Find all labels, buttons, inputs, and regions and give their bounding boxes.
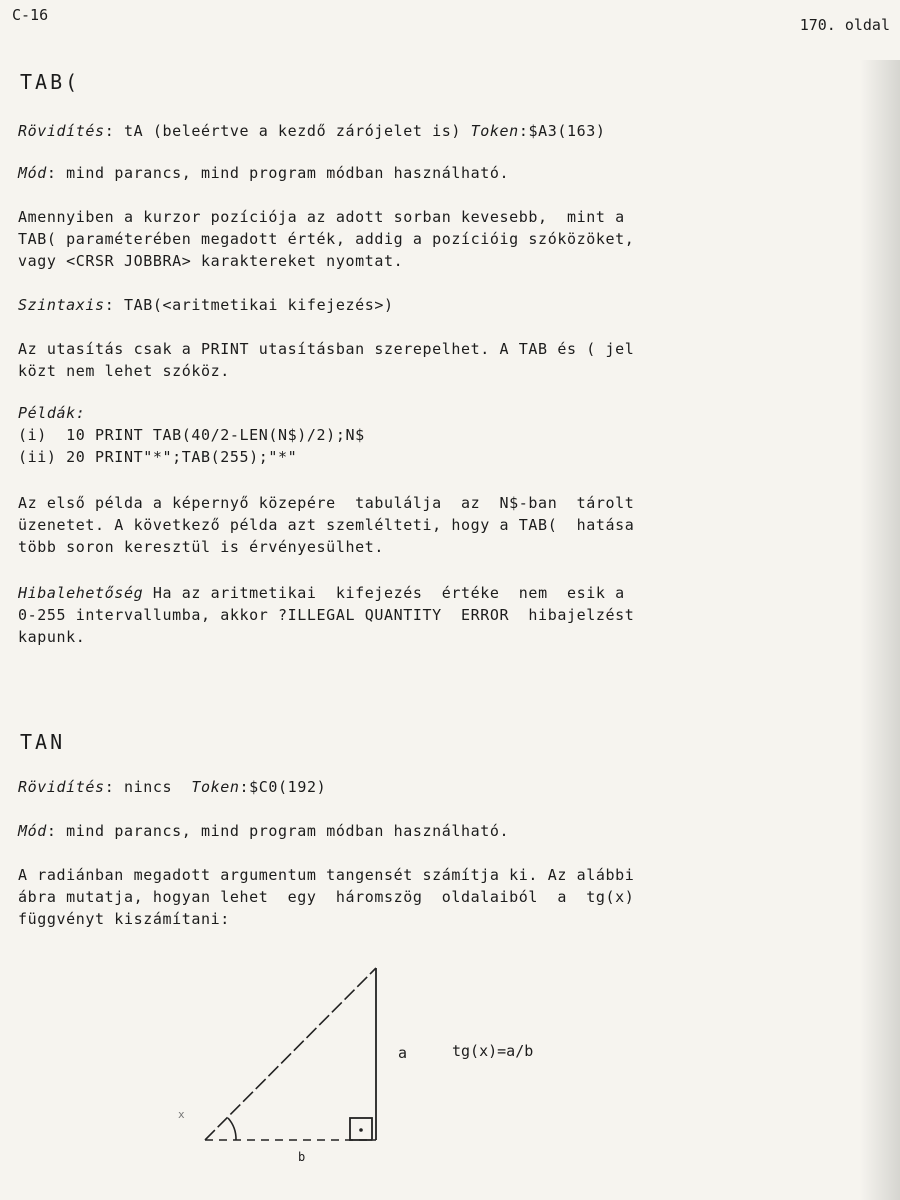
tab-error-3: kapunk. bbox=[18, 628, 86, 646]
tan-abbrev-line bbox=[18, 778, 326, 796]
token-label: Token bbox=[470, 122, 519, 140]
tan-token-value: :$C0(192) bbox=[239, 778, 327, 796]
tangent-formula: tg(x)=a/b bbox=[452, 1042, 534, 1060]
tan-desc-3: függvényt kiszámítani: bbox=[18, 910, 230, 928]
examples-label: Példák: bbox=[18, 404, 86, 422]
page-number: 170. oldal bbox=[799, 16, 890, 34]
tab-explain-2: üzenetet. A következő példa azt szemlélteti, hogy a TAB( hatása bbox=[18, 516, 635, 534]
abbrev-label: Rövidítés bbox=[18, 122, 105, 140]
tab-abbrev-line bbox=[18, 122, 606, 140]
tan-desc-2: ábra mutatja, hogyan lehet egy háromszög oldalaiból a tg(x) bbox=[18, 888, 635, 906]
page-code: C-16 bbox=[12, 6, 49, 24]
tab-note-1: Az utasítás csak a PRINT utasításban szerepelhet. A TAB és ( jel bbox=[18, 340, 635, 358]
tan-mode-label: Mód bbox=[18, 822, 47, 840]
tan-desc-1: A radiánban megadott argumentum tangensét számítja ki. Az alábbi bbox=[18, 866, 635, 884]
tab-heading: TAB( bbox=[20, 70, 81, 94]
triangle-figure bbox=[150, 960, 390, 1160]
token-value: :$A3(163) bbox=[518, 122, 606, 140]
tan-abbrev-label: Rövidítés bbox=[18, 778, 105, 796]
error-text-1: Ha az aritmetikai kifejezés értéke nem esik a bbox=[143, 584, 625, 602]
error-label: Hibalehetőség bbox=[18, 584, 144, 602]
example-1: (i) 10 PRINT TAB(40/2-LEN(N$)/2);N$ bbox=[18, 426, 365, 444]
abbrev-text: : tA (beleértve a kezdő zárójelet is) bbox=[104, 122, 471, 140]
tan-token-label: Token bbox=[191, 778, 240, 796]
tan-mode-line bbox=[18, 822, 509, 840]
syntax-label: Szintaxis bbox=[18, 296, 105, 314]
tab-explain-1: Az első példa a képernyő közepére tabulálja az N$-ban tárolt bbox=[18, 494, 635, 512]
syntax-text: : TAB(<aritmetikai kifejezés>) bbox=[104, 296, 394, 314]
side-a-label: a bbox=[398, 1044, 408, 1062]
side-b-label: b bbox=[298, 1150, 306, 1164]
tan-heading: TAN bbox=[20, 730, 66, 754]
tab-note-2: közt nem lehet szóköz. bbox=[18, 362, 230, 380]
tan-mode-text: : mind parancs, mind program módban használható. bbox=[46, 822, 510, 840]
tab-syntax-line bbox=[18, 296, 394, 314]
tab-desc-3: vagy <CRSR JOBBRA> karaktereket nyomtat. bbox=[18, 252, 404, 270]
hypotenuse-line bbox=[205, 968, 376, 1140]
tab-desc-2: TAB( paraméterében megadott érték, addig a pozícióig szóközöket, bbox=[18, 230, 635, 248]
mode-text: : mind parancs, mind program módban használható. bbox=[46, 164, 510, 182]
tab-mode-line bbox=[18, 164, 509, 182]
tab-error-1 bbox=[18, 584, 625, 602]
tan-abbrev-text: : nincs bbox=[104, 778, 192, 796]
tab-explain-3: több soron keresztül is érvényesülhet. bbox=[18, 538, 384, 556]
tab-desc-1: Amennyiben a kurzor pozíciója az adott sorban kevesebb, mint a bbox=[18, 208, 625, 226]
angle-x-label: x bbox=[178, 1108, 185, 1121]
tab-error-2: 0-255 intervallumba, akkor ?ILLEGAL QUANTITY ERROR hibajelzést bbox=[18, 606, 635, 624]
right-angle-dot bbox=[359, 1128, 363, 1132]
mode-label: Mód bbox=[18, 164, 47, 182]
angle-arc bbox=[228, 1118, 236, 1140]
example-2: (ii) 20 PRINT"*";TAB(255);"*" bbox=[18, 448, 298, 466]
page-edge-shadow bbox=[860, 60, 900, 1200]
